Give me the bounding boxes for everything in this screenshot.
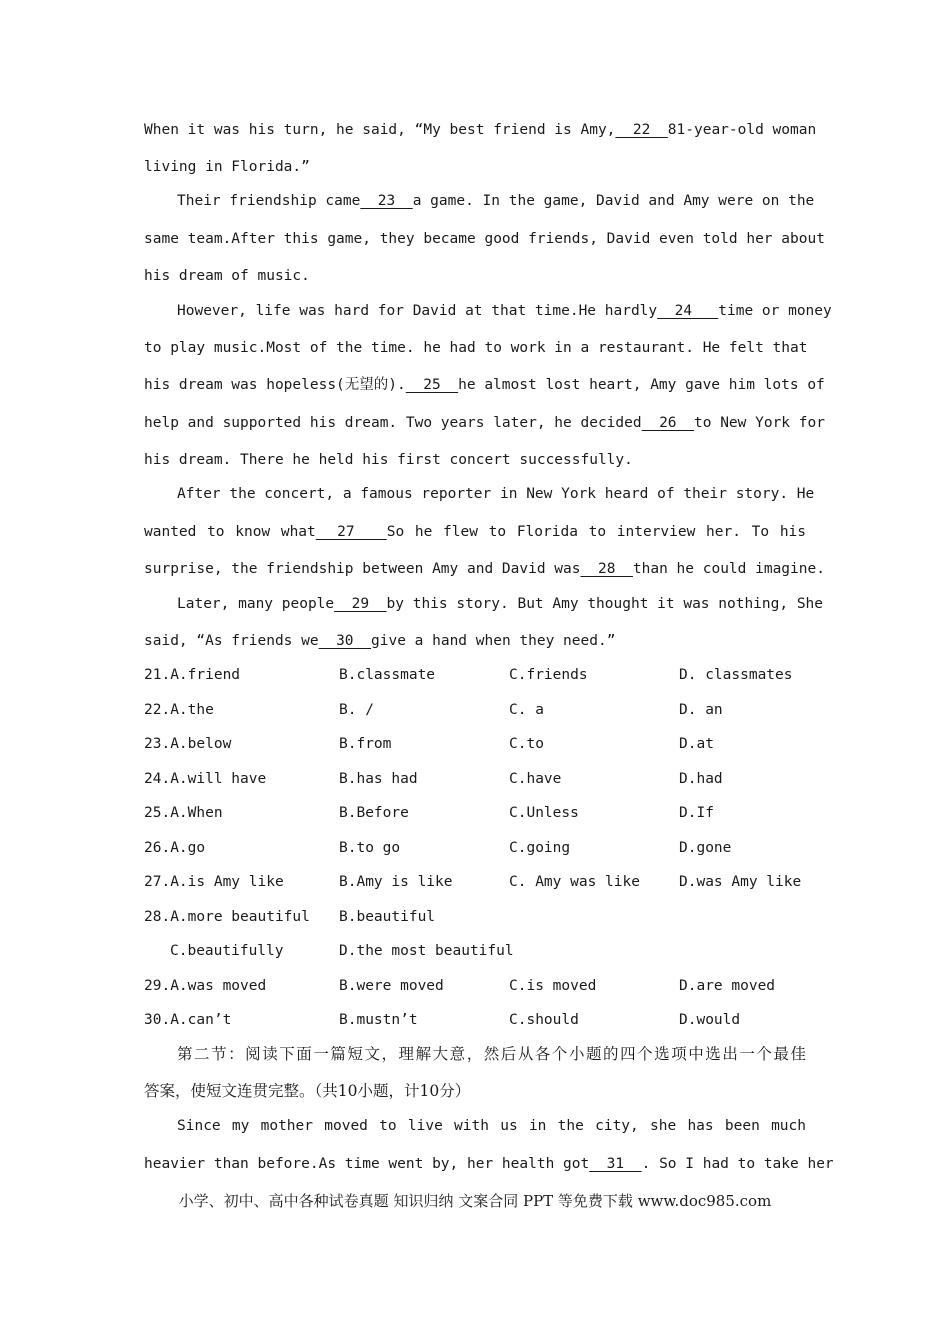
passage-text: than he could imagine. bbox=[632, 561, 825, 577]
passage-text: his dream was hopeless(无望的). bbox=[144, 377, 406, 393]
option-c: C.to bbox=[509, 736, 544, 752]
option-b: B.has had bbox=[339, 771, 418, 787]
passage-line bbox=[144, 413, 825, 433]
option-d: D. classmates bbox=[679, 667, 793, 683]
passage-text: So he flew to Florida to interview her. To his bbox=[386, 524, 807, 540]
passage-line bbox=[177, 594, 824, 614]
passage-line: same team.After this game, they became good friends, David even told her about bbox=[144, 231, 825, 247]
blank-24: 24 bbox=[657, 303, 719, 319]
passage-line bbox=[144, 631, 806, 651]
option-c: C.should bbox=[509, 1012, 579, 1028]
option-d: D.the most beautiful bbox=[339, 943, 514, 959]
option-b: B.classmate bbox=[339, 667, 436, 683]
option-a: 29.A.was moved bbox=[144, 978, 267, 994]
passage-text: to New York for bbox=[694, 415, 825, 431]
option-d: D.was Amy like bbox=[679, 874, 802, 890]
option-c: C.friends bbox=[509, 667, 588, 683]
passage-text: by this story. But Amy thought it was nothing, She bbox=[386, 596, 824, 612]
option-b: B.Before bbox=[339, 805, 409, 821]
passage-text: surprise, the friendship between Amy and David was bbox=[144, 561, 581, 577]
options-row-29 bbox=[144, 976, 806, 996]
section2-instruction: 第二节：阅读下面一篇短文，理解大意，然后从各个小题的四个选项中选出一个最佳 bbox=[177, 1045, 806, 1063]
option-c: C.is moved bbox=[509, 978, 597, 994]
option-c: C.have bbox=[509, 771, 562, 787]
option-a: 26.A.go bbox=[144, 840, 206, 856]
option-c: C. Amy was like bbox=[509, 874, 640, 890]
passage-text: a game. In the game, David and Amy were on the bbox=[412, 193, 815, 209]
passage-text: give a hand when they need.” bbox=[371, 633, 616, 649]
options-row-26 bbox=[144, 838, 806, 858]
option-b: B. / bbox=[339, 702, 374, 718]
option-d: D.If bbox=[679, 805, 714, 821]
passage-text: However, life was hard for David at that time.He hardly bbox=[177, 303, 658, 319]
option-d: D. an bbox=[679, 702, 723, 718]
blank-29: 29 bbox=[334, 596, 387, 612]
option-b: B.were moved bbox=[339, 978, 444, 994]
passage-text: help and supported his dream. Two years later, he decided bbox=[144, 415, 642, 431]
blank-26: 26 bbox=[641, 415, 694, 431]
options-row-23 bbox=[144, 734, 806, 754]
option-a: 30.A.can’t bbox=[144, 1012, 232, 1028]
options-row-21 bbox=[144, 665, 806, 685]
passage-line: After the concert, a famous reporter in New York heard of their story. He bbox=[177, 486, 815, 502]
option-d: D.gone bbox=[679, 840, 732, 856]
passage-line bbox=[177, 191, 815, 211]
option-d: D.are moved bbox=[679, 978, 776, 994]
section2-instruction: 答案，使短文连贯完整。（共10小题，计10分） bbox=[144, 1082, 471, 1100]
passage-text: Later, many people bbox=[177, 596, 335, 612]
passage-line: living in Florida.” bbox=[144, 159, 310, 175]
options-row-24 bbox=[144, 769, 806, 789]
option-a: 27.A.is Amy like bbox=[144, 874, 284, 890]
options-row-25 bbox=[144, 803, 806, 823]
passage-line bbox=[144, 522, 806, 542]
option-b: B.mustn’t bbox=[339, 1012, 418, 1028]
option-c: C.going bbox=[509, 840, 571, 856]
blank-31: 31 bbox=[589, 1156, 642, 1172]
options-row-30 bbox=[144, 1010, 806, 1030]
passage-line: his dream. There he held his first concert successfully. bbox=[144, 452, 633, 468]
options-row-28-cont bbox=[144, 941, 806, 961]
options-row-27 bbox=[144, 872, 806, 892]
option-d: D.had bbox=[679, 771, 723, 787]
option-a: 23.A.below bbox=[144, 736, 232, 752]
passage-text: time or money bbox=[718, 303, 832, 319]
passage-line bbox=[177, 301, 832, 321]
passage-line: to play music.Most of the time. he had to work in a restaurant. He felt that bbox=[144, 340, 808, 356]
options-row-22 bbox=[144, 700, 806, 720]
passage-line bbox=[144, 559, 825, 579]
option-b: B.beautiful bbox=[339, 909, 436, 925]
passage-text: 81-year-old woman bbox=[667, 122, 817, 138]
option-d: D.would bbox=[679, 1012, 741, 1028]
page-footer: 小学、初中、高中各种试卷真题 知识归纳 文案合同 PPT 等免费下载 www.doc985.com bbox=[178, 1192, 772, 1210]
passage-line bbox=[144, 1154, 834, 1174]
option-a: 25.A.When bbox=[144, 805, 223, 821]
passage-line bbox=[144, 375, 825, 395]
option-a: 22.A.the bbox=[144, 702, 214, 718]
blank-25: 25 bbox=[405, 377, 459, 393]
passage-line: Since my mother moved to live with us in the city, she has been much bbox=[177, 1118, 806, 1134]
passage-line: his dream of music. bbox=[144, 268, 310, 284]
option-c: C.beautifully bbox=[170, 943, 284, 959]
blank-23: 23 bbox=[360, 193, 413, 209]
blank-27: 27 bbox=[315, 524, 387, 540]
option-b: B.to go bbox=[339, 840, 401, 856]
passage-text: said, “As friends we bbox=[144, 633, 319, 649]
option-b: B.Amy is like bbox=[339, 874, 453, 890]
option-c: C.Unless bbox=[509, 805, 579, 821]
option-c: C. a bbox=[509, 702, 544, 718]
blank-28: 28 bbox=[580, 561, 633, 577]
passage-text: wanted to know what bbox=[144, 524, 316, 540]
option-a: 21.A.friend bbox=[144, 667, 241, 683]
passage-text: . So I had to take her bbox=[641, 1156, 834, 1172]
passage-text: heavier than before.As time went by, her health got bbox=[144, 1156, 590, 1172]
passage-line bbox=[144, 120, 817, 140]
passage-text: he almost lost heart, Amy gave him lots of bbox=[458, 377, 825, 393]
option-a: 24.A.will have bbox=[144, 771, 267, 787]
passage-text: When it was his turn, he said, “My best friend is Amy, bbox=[144, 122, 616, 138]
options-row-28 bbox=[144, 907, 806, 927]
option-b: B.from bbox=[339, 736, 392, 752]
blank-30: 30 bbox=[318, 633, 371, 649]
passage-text: Their friendship came bbox=[177, 193, 361, 209]
option-a: 28.A.more beautiful bbox=[144, 909, 310, 925]
option-d: D.at bbox=[679, 736, 714, 752]
blank-22: 22 bbox=[615, 122, 668, 138]
